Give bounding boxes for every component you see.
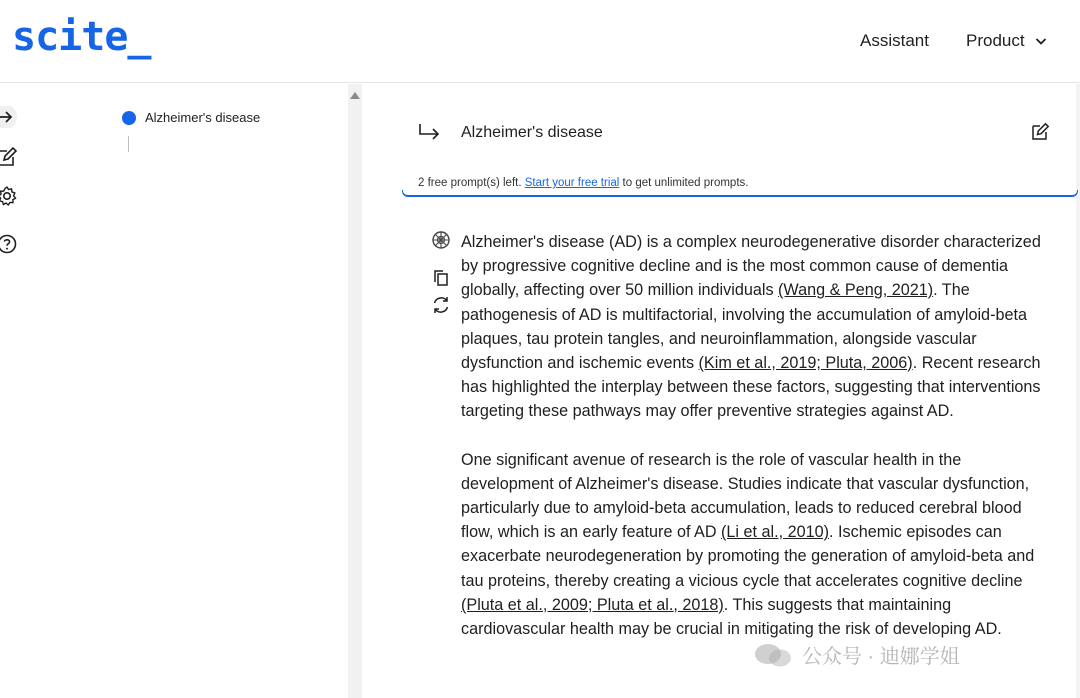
nav-product[interactable] <box>966 31 1047 51</box>
quota-suffix: to get unlimited prompts. <box>622 177 749 189</box>
quota-prefix: 2 free prompt(s) left. <box>418 177 522 189</box>
outline-item-label: Alzheimer's disease <box>145 110 261 125</box>
answer-body <box>461 230 1055 665</box>
prompt-title: Alzheimer's disease <box>461 124 603 141</box>
outline-item[interactable] <box>122 110 260 125</box>
regenerate-icon[interactable] <box>431 295 451 315</box>
edit-icon[interactable] <box>0 146 18 168</box>
nav-product-label: Product <box>966 31 1025 50</box>
edit-prompt-icon[interactable] <box>1030 122 1050 142</box>
answer-text: One significant avenue of research is the role of vascular health in the development of Alzheimer's disease. Studies indicate that vascular dysfunction, particularly due to amyloid-beta accumulation, leads to reduced cerebral blood flow, which is an early feature of AD <box>461 450 1030 542</box>
answer-text: . Ischemic episodes can exacerbate neurodegeneration by promoting the generation of amyloid-beta and tau proteins, thereby creating a vicious cycle that accelerates cognitive decline <box>461 523 1035 590</box>
copy-icon[interactable] <box>431 268 451 288</box>
arrow-right-icon[interactable] <box>0 106 18 128</box>
answer-text: . This suggests that maintaining cardiovascular health may be crucial in mitigating the risk of developing AD. <box>461 595 1002 639</box>
answer-paragraph-2 <box>461 448 1055 642</box>
citation-pluta-2009-2018[interactable]: (Pluta et al., 2009; Pluta et al., 2018) <box>461 595 724 614</box>
main-scrollbar[interactable] <box>1076 84 1080 698</box>
gear-icon[interactable] <box>0 185 18 207</box>
scroll-up-arrow-icon[interactable] <box>350 92 360 99</box>
watermark-text: 公众号 · 迪娜学姐 <box>802 646 960 668</box>
sidebar-scrollbar[interactable] <box>348 84 362 698</box>
scite-logo[interactable]: scite_ <box>12 14 151 60</box>
ai-brain-icon <box>431 230 451 250</box>
free-prompt-notice <box>418 177 748 189</box>
citation-kim-2019-pluta-2006[interactable]: (Kim et al., 2019; Pluta, 2006) <box>698 354 913 373</box>
top-header <box>0 0 1080 83</box>
reply-arrow-icon <box>418 122 442 142</box>
answer-text: . The pathogenesis of AD is multifactorial, involving the accumulation of amyloid-beta plaques, tau protein tangles, and neuroinflammation, alongside vascular dysfunction and ischemic events <box>461 281 1027 373</box>
answer-text: . Recent research has highlighted the interplay between these factors, suggesting that interventions targeting these pathways may offer preventive strategies against AD. <box>461 354 1041 421</box>
outline-dot-icon <box>122 111 136 125</box>
prompt-box-border <box>402 190 1078 197</box>
citation-wang-peng-2021[interactable]: (Wang & Peng, 2021) <box>778 281 934 300</box>
answer-text: Alzheimer's disease (AD) is a complex neurodegenerative disorder characterized by progressive cognitive decline and is the most common cause of dementia globally, affecting over 50 million individuals <box>461 233 1041 300</box>
outline-connector <box>128 136 129 152</box>
outline-sidebar <box>100 84 348 698</box>
citation-li-2010[interactable]: (Li et al., 2010) <box>721 523 830 542</box>
chevron-down-icon <box>1035 35 1047 47</box>
nav-assistant[interactable]: Assistant <box>860 31 929 50</box>
start-free-trial-link[interactable]: Start your free trial <box>524 177 620 189</box>
left-icon-rail <box>0 82 30 698</box>
answer-paragraph-1 <box>461 230 1055 424</box>
help-icon[interactable] <box>0 233 18 255</box>
